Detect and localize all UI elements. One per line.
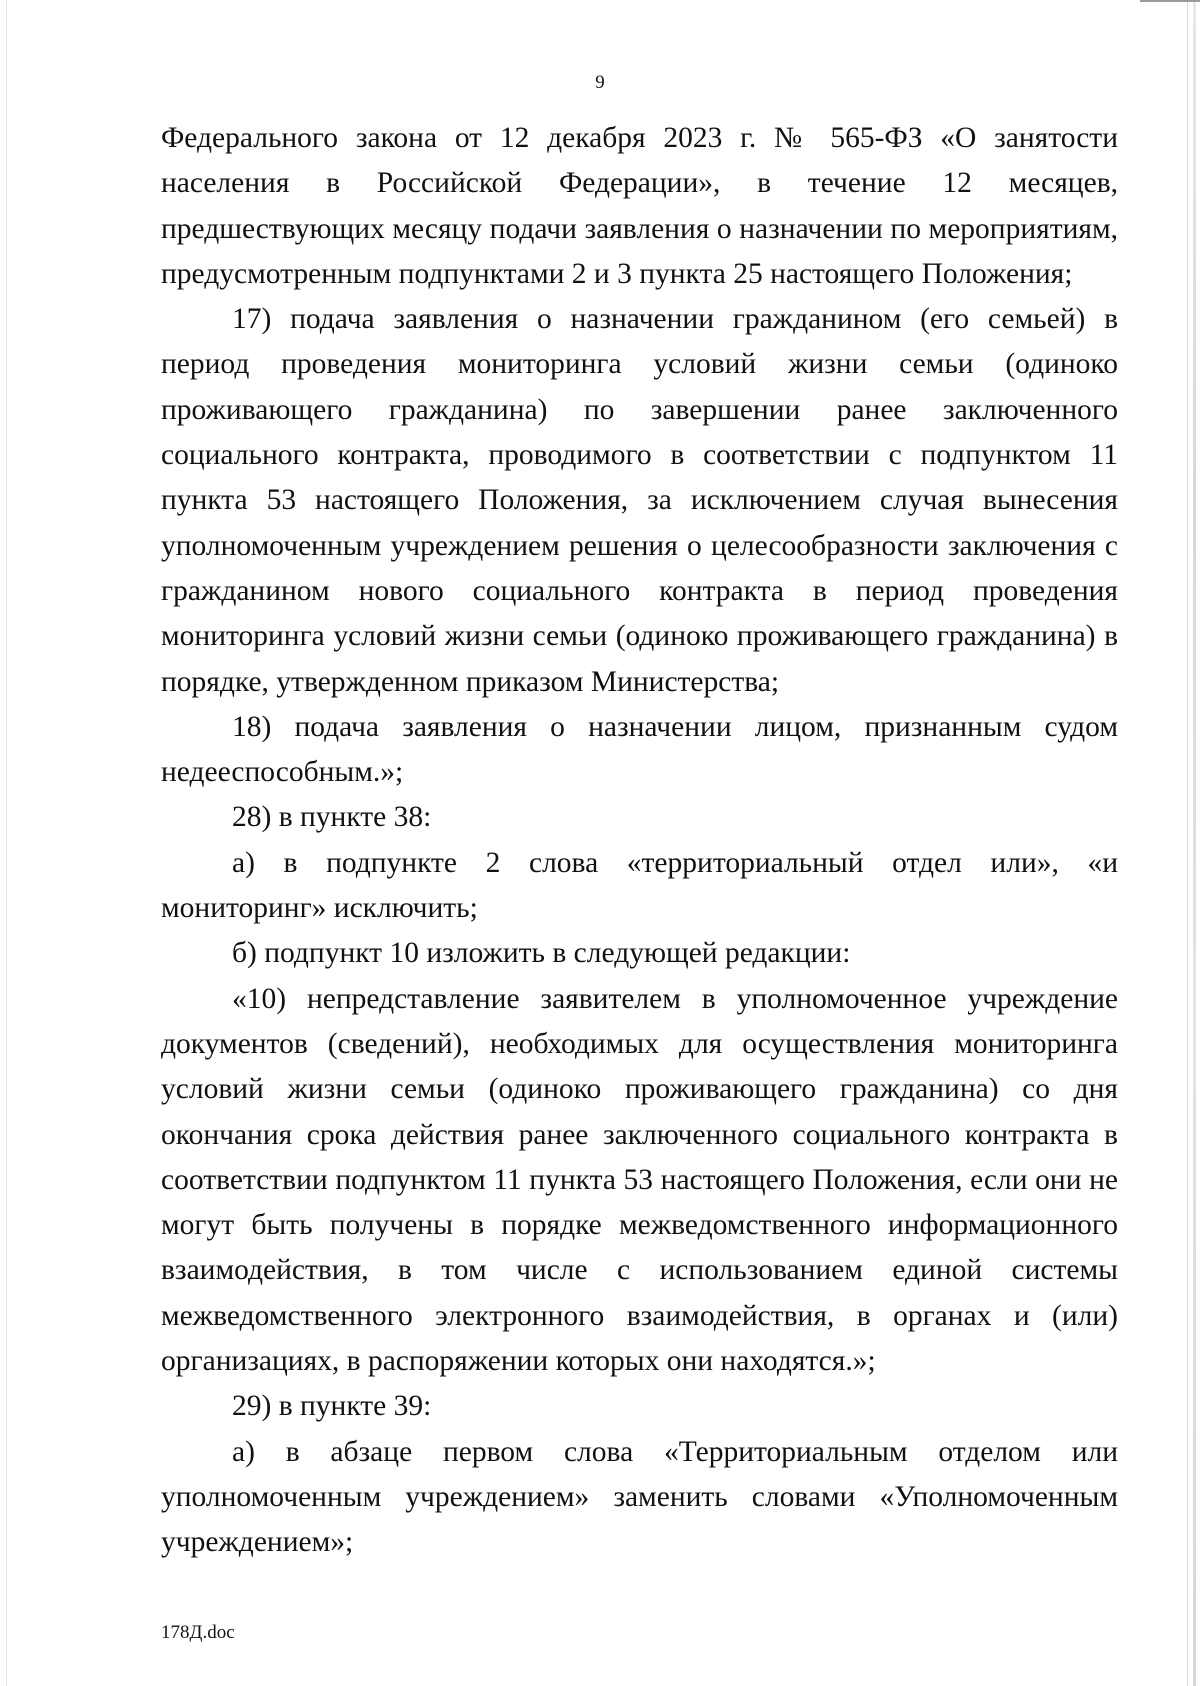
- document-body: [161, 116, 1118, 1566]
- scan-edge-left: [6, 0, 7, 1686]
- scan-corner-mark: [1140, 0, 1200, 2]
- paragraph-item-29a: а) в абзаце первом слова «Территориальным отделом или уполномоченным учреждением» заменить словами «Уполномоченным учреждением»;: [161, 1435, 1118, 1559]
- paragraph-item-10-quote: «10) непредставление заявителем в уполномоченное учреждение документов (сведений), необходимых для осуществления мониторинга условий жизни семьи (одиноко проживающего гражданина) со дня окончания срока действия ранее заключенного социального контракта в соответствии подпунктом 11 пункта 53 настоящего Положения, если они не могут быть получены в порядке межведомственного информационного взаимодействия, в том числе с использованием единой системы межведомственного электронного взаимодействия, в органах и (или) организациях, в распоряжении которых они находятся.»;: [161, 982, 1118, 1378]
- paragraph-item-28b: б) подпункт 10 изложить в следующей редакции:: [232, 937, 851, 970]
- paragraph-item-28a: а) в подпункте 2 слова «территориальный отдел или», «и мониторинг» исключить;: [161, 846, 1118, 925]
- paragraph-item-29: 29) в пункте 39:: [232, 1390, 432, 1423]
- paragraph-item-18: 18) подача заявления о назначении лицом, признанным судом недееспособным.»;: [161, 710, 1118, 789]
- paragraph-item-17: 17) подача заявления о назначении гражданином (его семьей) в период проведения мониторинга условий жизни семьи (одиноко проживающего гражданина) по завершении ранее заключенного социального контракта, проводимого в соответствии с подпунктом 11 пункта 53 настоящего Положения, за исключением случая вынесения уполномоченным учреждением решения о целесообразности заключения с гражданином нового социального контракта в период проведения мониторинга условий жизни семьи (одиноко проживающего гражданина) в порядке, утвержденном приказом Министерства;: [161, 303, 1118, 698]
- footer-filename: 178Д.doc: [161, 1622, 235, 1643]
- paragraph-item-28: 28) в пункте 38:: [232, 801, 432, 834]
- scan-edge-right: [1193, 0, 1196, 1686]
- paragraph-continuation: Федерального закона от 12 декабря 2023 г. № 565-ФЗ «О занятости населения в Российской Федерации», в течение 12 месяцев, предшествующих месяцу подачи заявления о назначении по мероприятиям, предусмотренным подпунктами 2 и 3 пункта 25 настоящего Положения;: [161, 122, 1118, 290]
- scan-edge-right-line: [1187, 0, 1188, 1686]
- page-number: 9: [595, 72, 605, 93]
